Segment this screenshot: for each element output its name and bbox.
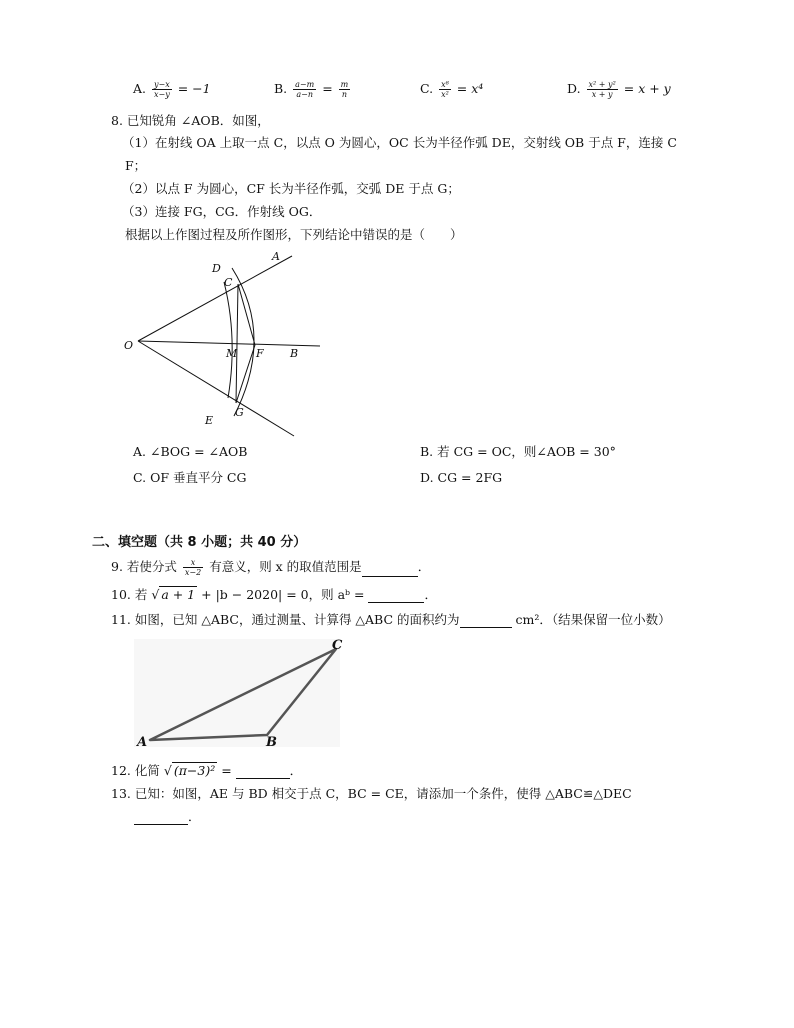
arc-centered-f [224, 282, 232, 398]
q8-stem: 8. 已知锐角 ∠AOB．如图， [111, 113, 270, 128]
numerator: m [340, 80, 349, 89]
q8-step2: （2）以点 F 为圆心，CF 长为半径作弧，交弧 DE 于点 G； [122, 181, 460, 196]
q9-end: ． [417, 559, 431, 574]
label-b: B [290, 347, 299, 360]
answer-blank[interactable] [460, 613, 512, 628]
q8-option-a: A. ∠BOG = ∠AOB [133, 444, 248, 459]
q9-pre: 9. 若使分式 [111, 559, 177, 574]
numerator: y−x [154, 80, 170, 89]
denominator: n [341, 90, 348, 99]
numerator: a−m [295, 80, 315, 89]
figure-background [134, 639, 340, 747]
denominator: x−2 [184, 568, 202, 577]
q8-step1-line2: F； [125, 158, 147, 173]
answer-blank[interactable] [236, 764, 290, 779]
equals: = [322, 81, 333, 96]
radicand: a + 1 [161, 587, 196, 602]
q11-post: cm²．（结果保留一位小数） [515, 612, 671, 627]
q10-mid: + |b − 2020| = 0，则 aᵇ = [201, 587, 365, 602]
label-c: C [224, 276, 233, 289]
fraction [439, 80, 451, 99]
q12-end: ． [289, 763, 303, 778]
q7-option-d [567, 80, 671, 99]
q9-post: 有意义，则 x 的取值范围是 [209, 559, 362, 574]
answer-blank[interactable] [362, 562, 418, 577]
fraction [293, 80, 316, 99]
section-title: 二、填空题（共 8 小题；共 40 分） [92, 535, 307, 550]
label-c: C [332, 638, 343, 653]
q11-text: 11. 如图，已知 △ABC，通过测量、计算得 △ABC 的面积约为 [111, 612, 460, 627]
label-d: D [212, 262, 221, 275]
q13-line2 [134, 809, 201, 825]
segment-cf [238, 284, 255, 345]
q11 [111, 612, 671, 628]
label-m: M [226, 347, 238, 360]
sqrt-sign: √ [163, 763, 172, 778]
denominator: x + y [591, 90, 613, 99]
option-label: A. [133, 81, 147, 96]
q7-option-b [274, 80, 352, 99]
rhs: = x + y [623, 81, 671, 96]
radicand: (π−3)² [173, 763, 216, 778]
option-label: D. [567, 81, 581, 96]
q11-triangle-figure [130, 633, 355, 750]
denominator: x² [441, 90, 449, 99]
label-g: G [235, 406, 244, 419]
q10-pre: 10. 若 [111, 587, 148, 602]
label-a: A [137, 735, 148, 750]
q13-end: ． [188, 809, 201, 824]
label-f: F [256, 347, 264, 360]
option-label: B. [274, 81, 288, 96]
q8-option-b: B. 若 CG = OC，则∠AOB = 30° [420, 444, 616, 459]
q7-option-a [133, 80, 211, 99]
q8-step3: （3）连接 FG，CG．作射线 OG． [122, 204, 322, 219]
q13-line1: 13. 已知：如图，AE 与 BD 相交于点 C，BC = CE，请添加一个条件，使得 △ABC≌△DEC [111, 786, 632, 801]
q7-option-c [420, 80, 483, 99]
segment-fg [236, 345, 255, 403]
q8-geometry-figure [120, 248, 330, 442]
q8-option-d: D. CG = 2FG [420, 470, 503, 485]
label-e: E [205, 414, 214, 427]
q8-option-c: C. OF 垂直平分 CG [133, 470, 247, 485]
q12-pre: 12. 化简 [111, 763, 160, 778]
fraction [339, 80, 351, 99]
q12-mid: = [221, 763, 232, 778]
rhs: = x⁴ [456, 81, 484, 96]
option-label: C. [420, 81, 434, 96]
label-a: A [272, 250, 280, 263]
arc-de [232, 268, 254, 416]
fraction [183, 558, 203, 577]
ray-og [138, 341, 294, 436]
label-b: B [266, 735, 277, 750]
q10-end: ． [424, 587, 437, 602]
answer-blank[interactable] [134, 810, 188, 825]
q8-step1-line1: （1）在射线 OA 上取一点 C，以点 O 为圆心，OC 长为半径作弧 DE，交射线 OB 于点 F，连接 C [122, 135, 677, 150]
sqrt-sign: √ [151, 587, 160, 602]
answer-blank[interactable] [368, 588, 424, 603]
fraction [152, 80, 172, 99]
denominator: x−y [154, 90, 170, 99]
q10 [111, 586, 437, 603]
numerator: x⁸ [441, 80, 449, 89]
numerator: x [183, 558, 203, 568]
q8-question: 根据以上作图过程及所作图形，下列结论中错误的是（ ） [125, 227, 463, 242]
denominator: a−n [296, 90, 313, 99]
ray-ob [138, 341, 320, 346]
rhs: = −1 [177, 81, 211, 96]
label-o: O [124, 339, 134, 352]
fraction [587, 80, 618, 99]
q12 [111, 762, 302, 779]
numerator: x² + y² [588, 80, 616, 89]
q9 [111, 558, 430, 577]
